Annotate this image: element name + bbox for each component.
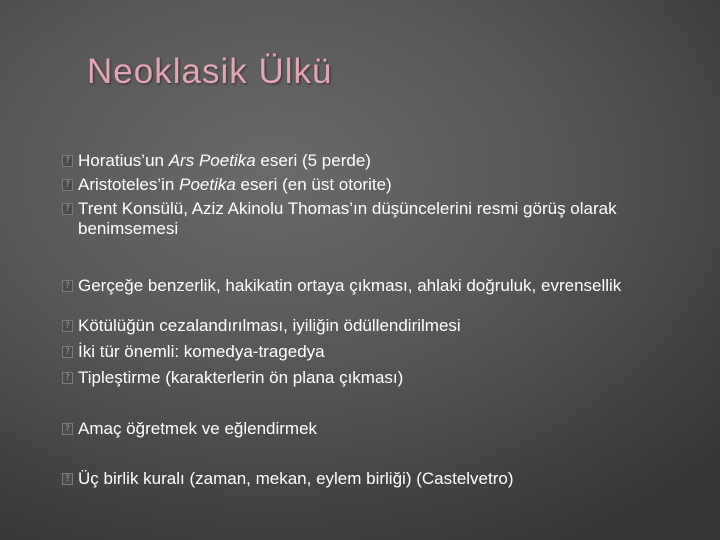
list-item: İki tür önemli: komedya-tragedya [78,342,325,361]
bullet-icon: ? [62,423,73,435]
list-item: Aristoteles’in Poetika eseri (en üst otorite) [78,175,392,194]
list-item: Amaç öğretmek ve eğlendirmek [78,419,318,438]
list-item: Gerçeğe benzerlik, hakikatin ortaya çıkması, ahlaki doğruluk, evrensellik [78,276,622,295]
list-item: Üç birlik kuralı (zaman, mekan, eylem birliği) (Castelvetro) [78,469,514,488]
bullet-icon: ? [62,320,73,332]
list-item: Tipleştirme (karakterlerin ön plana çıkması) [78,368,404,387]
bullet-icon: ? [62,280,73,292]
bullet-icon: ? [62,203,73,215]
bullet-icon: ? [62,179,73,191]
bullet-icon: ? [62,372,73,384]
list-item: Horatius’un Ars Poetika eseri (5 perde) [78,151,371,170]
italic-title: Poetika [179,175,236,194]
list-item: Trent Konsülü, Aziz Akinolu Thomas’ın düşüncelerini resmi görüş olarak benimsemesi [78,199,617,238]
bullet-icon: ? [62,155,73,167]
bullet-icon: ? [62,473,73,485]
list-item: Kötülüğün cezalandırılması, iyiliğin ödüllendirilmesi [78,316,461,335]
bullet-icon: ? [62,346,73,358]
slide-title: Neoklasik Ülkü [87,52,333,91]
italic-title: Ars Poetika [168,151,256,170]
